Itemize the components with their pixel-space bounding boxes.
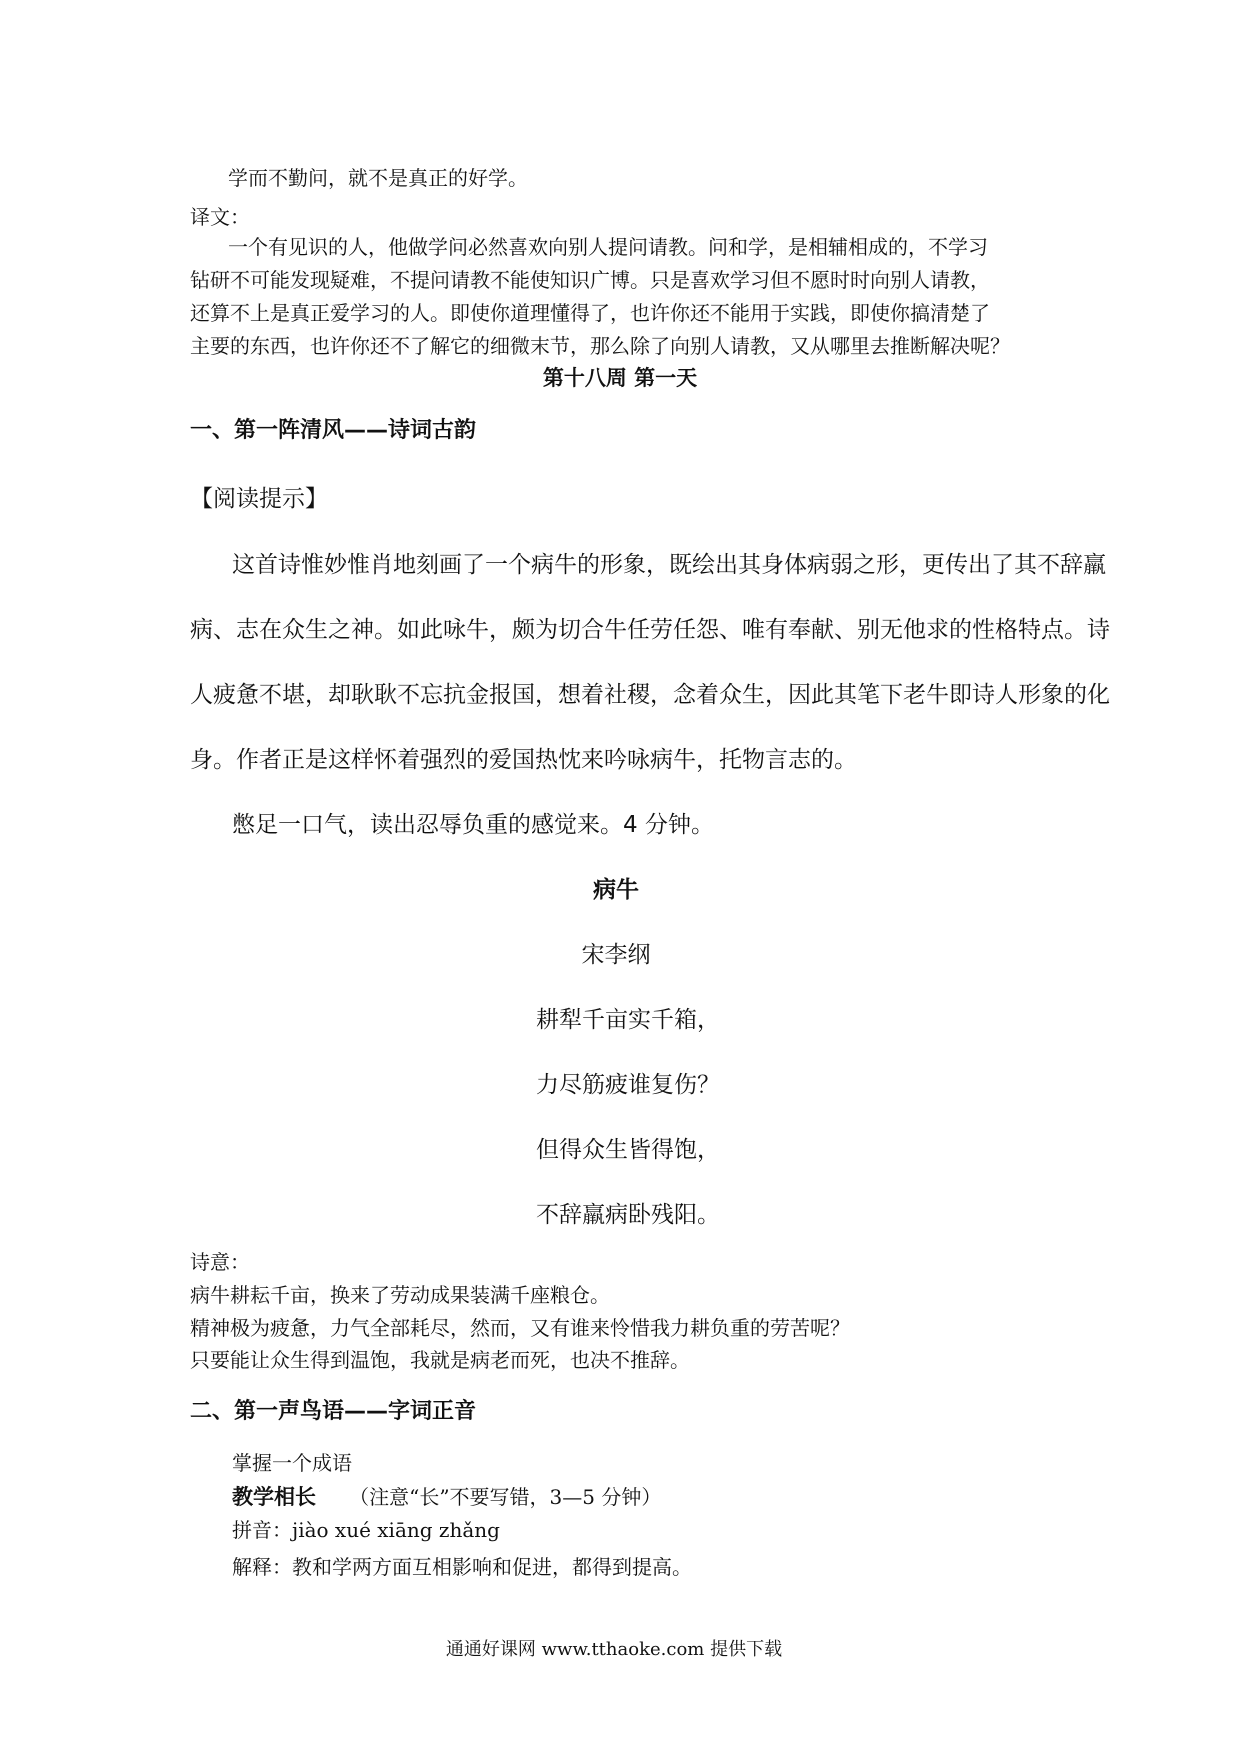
hint-line: 身。作者正是这样怀着强烈的爱国热忱来吟咏病牛，托物言志的。: [190, 747, 857, 773]
translation-line: 一个有见识的人，他做学问必然喜欢向别人提问请教。问和学，是相辅相成的，不学习: [228, 235, 988, 259]
poem-line: 但得众生皆得饱，: [536, 1137, 720, 1163]
idiom-row: [232, 1481, 661, 1511]
meaning-label: 诗意：: [190, 1250, 250, 1274]
idiom-pinyin: 拼音：jiào xué xiāng zhǎng: [232, 1518, 500, 1542]
idiom-explanation: 解释：教和学两方面互相影响和促进，都得到提高。: [232, 1555, 692, 1579]
translation-line: 还算不上是真正爱学习的人。即使你道理懂得了，也许你还不能用于实践，即使你搞清楚了: [190, 301, 990, 325]
hint-line: 人疲惫不堪，却耿耿不忘抗金报国，想着社稷，念着众生，因此其笔下老牛即诗人形象的化: [190, 682, 1110, 708]
text-line: 学而不勤问，就不是真正的好学。: [228, 166, 528, 190]
poem-title: 病牛: [593, 877, 639, 903]
idiom-intro: 掌握一个成语: [232, 1451, 352, 1475]
reading-instruction: 憋足一口气，读出忍辱负重的感觉来。4 分钟。: [232, 812, 714, 838]
idiom: 教学相长: [232, 1485, 316, 1509]
section-heading: 一、第一阵清风——诗词古韵: [190, 418, 477, 443]
poem-author: 宋李纲: [581, 942, 651, 968]
hint-label: 【阅读提示】: [190, 486, 328, 512]
week-title: 第十八周 第一天: [542, 366, 698, 390]
hint-line: 病、志在众生之神。如此咏牛，颇为切合牛任劳任怨、唯有奉献、别无他求的性格特点。诗: [190, 617, 1110, 643]
section-heading: 二、第一声鸟语——字词正音: [190, 1399, 477, 1424]
hint-line: 这首诗惟妙惟肖地刻画了一个病牛的形象，既绘出其身体病弱之形，更传出了其不辞羸: [232, 552, 1106, 578]
meaning-line: 只要能让众生得到温饱，我就是病老而死，也决不推辞。: [190, 1348, 690, 1372]
meaning-line: 精神极为疲惫，力气全部耗尽，然而，又有谁来怜惜我力耕负重的劳苦呢？: [190, 1316, 850, 1340]
idiom-note: （注意“长”不要写错，3—5 分钟）: [349, 1485, 662, 1509]
footer-credit: 通通好课网 www.tthaoke.com 提供下载: [445, 1639, 783, 1660]
poem-line: 耕犁千亩实千箱，: [536, 1007, 720, 1033]
translation-line: 主要的东西，也许你还不了解它的细微末节，那么除了向别人请教，又从哪里去推断解决呢？: [190, 334, 1010, 358]
translation-line: 钻研不可能发现疑难，不提问请教不能使知识广博。只是喜欢学习但不愿时时向别人请教，: [190, 268, 990, 292]
translation-label: 译文：: [190, 205, 250, 229]
meaning-line: 病牛耕耘千亩，换来了劳动成果装满千座粮仓。: [190, 1283, 610, 1307]
poem-line: 不辞羸病卧残阳。: [536, 1202, 720, 1228]
poem-line: 力尽筋疲谁复伤？: [536, 1072, 720, 1098]
